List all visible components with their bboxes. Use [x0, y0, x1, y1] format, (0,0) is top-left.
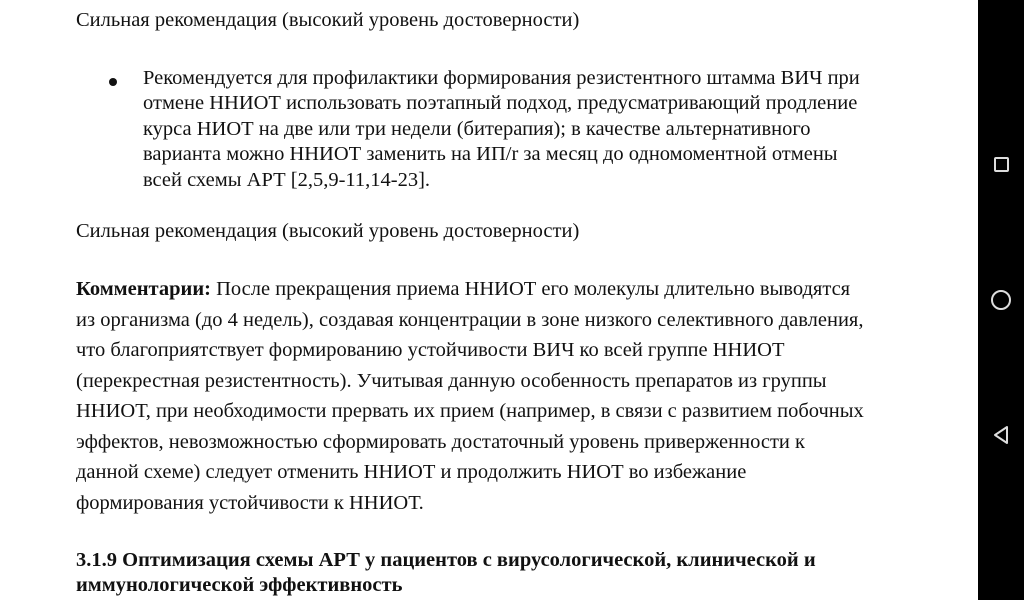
section-heading-line-1: 3.1.9 Оптимизация схемы АРТ у пациентов с вирусологической, клинической и — [76, 549, 816, 571]
bullet-text-line-5: всей схемы АРТ [2,5,9-11,14-23]. — [143, 169, 431, 191]
comment-line-3: что благоприятствует формированию устойчивости ВИЧ ко всей группе ННИОТ — [76, 339, 785, 361]
bullet-dot-icon — [109, 78, 117, 86]
bullet-text-line-4: варианта можно ННИОТ заменить на ИП/r за месяц до одномоментной отмены — [143, 143, 838, 165]
recommendation-strength-2: Сильная рекомендация (высокий уровень достоверности) — [76, 220, 580, 242]
bullet-text-line-3: курса НИОТ на две или три недели (битерапия); в качестве альтернативного — [143, 118, 811, 140]
comment-line-1 — [76, 277, 850, 301]
recent-apps-button[interactable] — [978, 142, 1024, 186]
comment-label: Комментарии: — [76, 278, 211, 300]
square-icon — [994, 157, 1009, 172]
back-button[interactable] — [978, 413, 1024, 457]
comment-line-5: ННИОТ, при необходимости прервать их прием (например, в связи с развитием побочных — [76, 400, 864, 422]
comment-line-4: (перекрестная резистентность). Учитывая данную особенность препаратов из группы — [76, 370, 827, 392]
android-navigation-bar — [978, 0, 1024, 600]
triangle-back-icon — [991, 424, 1011, 446]
comment-text-start: После прекращения приема ННИОТ его молекулы длительно выводятся — [210, 278, 851, 300]
comment-line-6: эффектов, невозможностью сформировать достаточный уровень приверженности к — [76, 431, 805, 453]
bullet-text-line-2: отмене ННИОТ использовать поэтапный подход, предусматривающий продление — [143, 92, 858, 114]
comment-line-2: из организма (до 4 недель), создавая концентрации в зоне низкого селективного давления, — [76, 309, 864, 331]
home-button[interactable] — [978, 278, 1024, 322]
section-heading-line-2: иммунологической эффективность — [76, 574, 403, 596]
bullet-text-line-1: Рекомендуется для профилактики формирования резистентного штамма ВИЧ при — [143, 67, 860, 89]
comment-line-7: данной схеме) следует отменить ННИОТ и продолжить НИОТ во избежание — [76, 461, 747, 483]
comment-line-8: формирования устойчивости к ННИОТ. — [76, 492, 424, 514]
recommendation-strength-1: Сильная рекомендация (высокий уровень достоверности) — [76, 9, 580, 31]
circle-icon — [991, 290, 1011, 310]
